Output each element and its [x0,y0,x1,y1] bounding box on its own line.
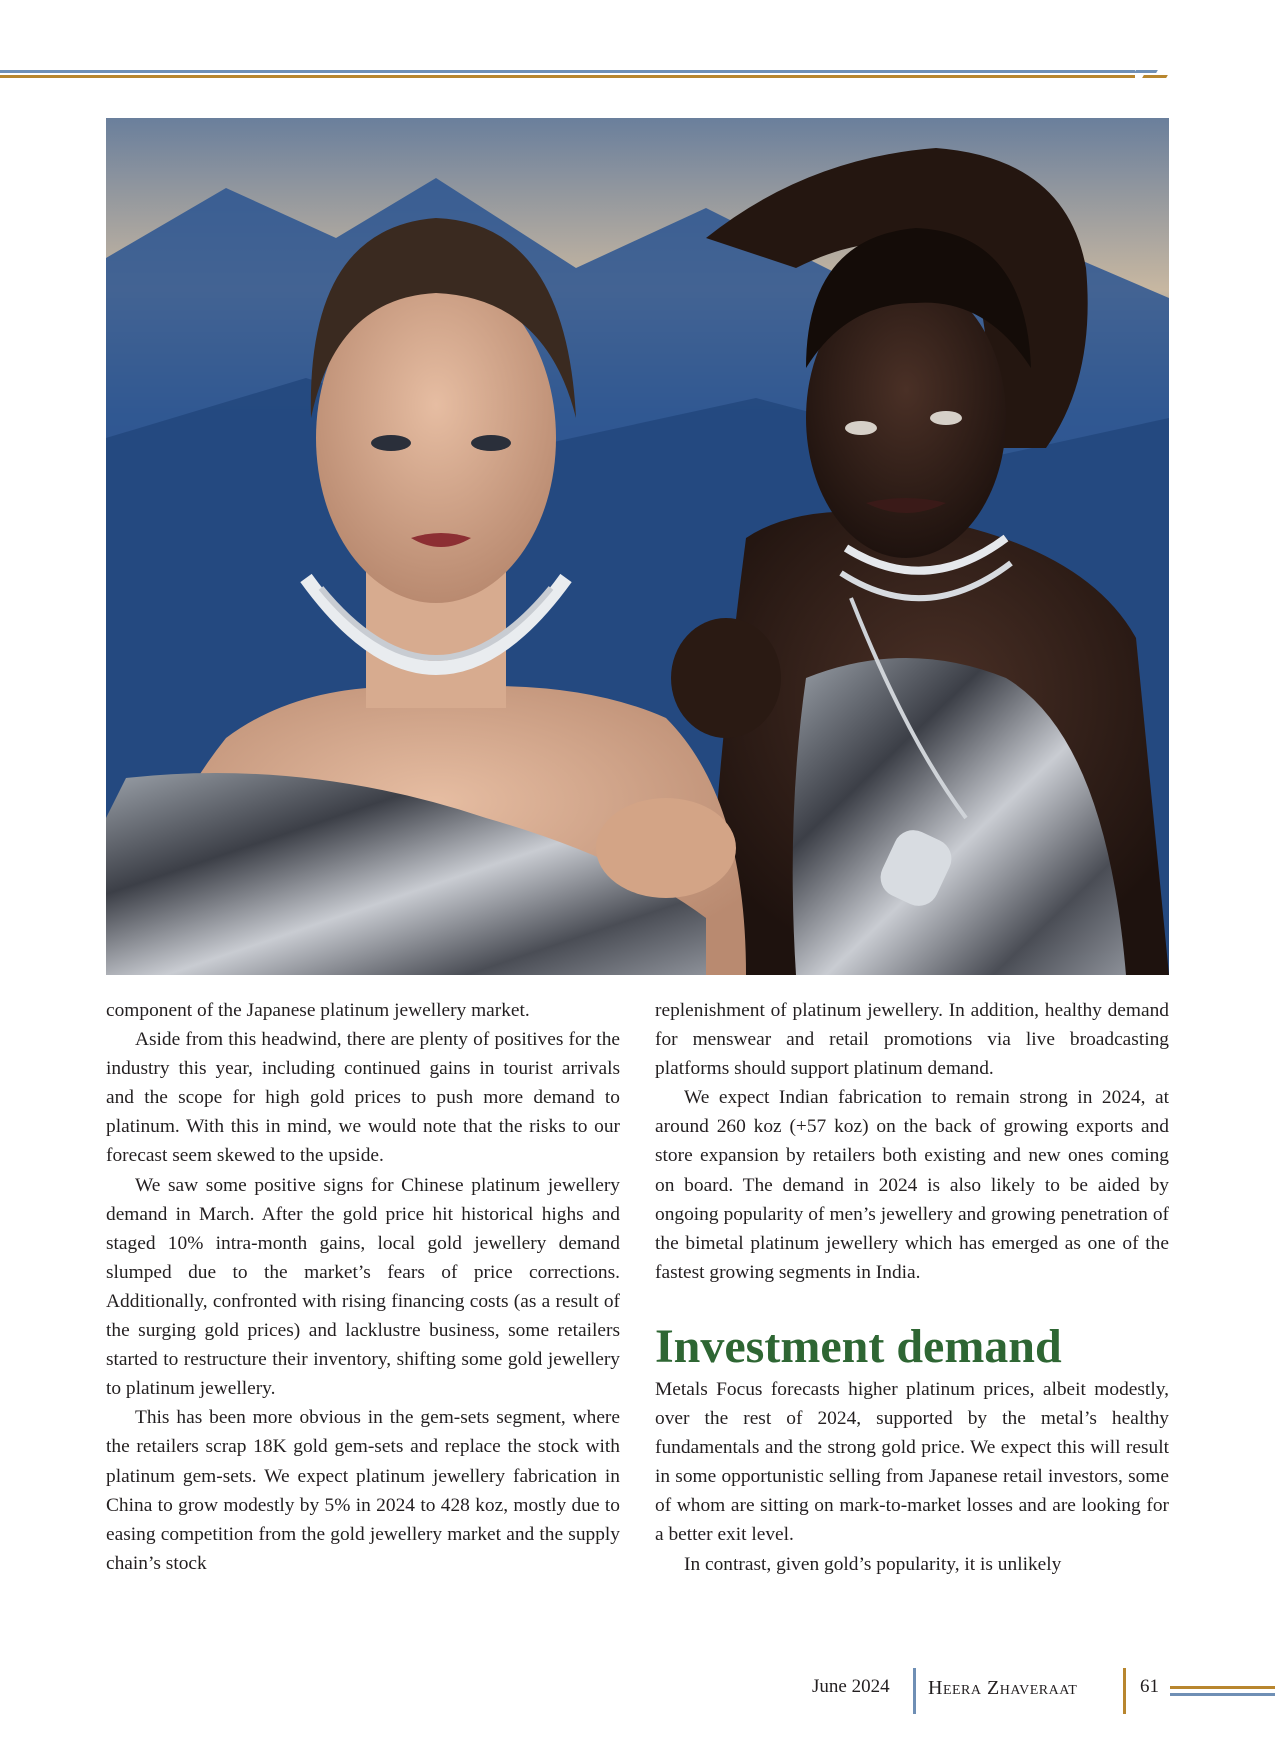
page-footer [0,1668,1275,1718]
footer-page-number: 61 [1140,1676,1159,1697]
right-paragraph-1: replenishment of platinum jewellery. In addition, healthy demand for menswear and retail promotions via live broadcasting platforms should support platinum demand. [655,1000,1169,1080]
left-paragraph-1: component of the Japanese platinum jewellery market. [106,1000,530,1021]
footer-date: June 2024 [812,1676,890,1697]
left-paragraph-3: We saw some positive signs for Chinese platinum jewellery demand in March. After the gold price hit historical highs and staged 10% intra-month gains, local gold jewellery demand slumped due to the market’s fears of price corrections. Additionally, confronted with rising financing costs (as a result of the surging gold prices) and lacklustre business, some retailers started to restructure their inventory, shifting some gold jewellery to platinum jewellery. [106,1174,620,1400]
left-text-column [106,996,620,1578]
right-paragraph-3: Metals Focus forecasts higher platinum prices, albeit modestly, over the rest of 2024, supported by the metal’s healthy fundamentals and the strong gold price. We expect this will result in some opportunistic selling from Japanese retail investors, some of whom are sitting on mark-to-market losses and are looking for a better exit level. [655,1378,1169,1546]
left-paragraph-4: This has been more obvious in the gem-sets segment, where the retailers scrap 18K gold gem-sets and replace the stock with platinum gem-sets. We expect platinum jewellery fabrication in China to grow modestly by 5% in 2024 to 428 koz, mostly due to easing competition from the gold jewellery market and the supply chain’s stock [106,1407,620,1574]
right-text-column [655,996,1169,1579]
right-paragraph-4: In contrast, given gold’s popularity, it is unlikely [684,1553,1062,1575]
left-paragraph-2: Aside from this headwind, there are plenty of positives for the industry this year, including continued gains in tourist arrivals and the scope for high gold prices to push more demand to platinum. With this in mind, we would note that the risks to our forecast seem skewed to the upside. [106,1029,620,1167]
photo-two-models-platinum-jewellery-icon [106,118,1169,975]
top-rule-dashes [1135,68,1169,82]
footer-rule-gold [1170,1686,1275,1689]
top-rule-blue [0,70,1135,73]
footer-magazine-name: Heera Zhaveraat [928,1677,1078,1699]
footer-rule-blue [1170,1693,1275,1696]
editorial-photo [106,118,1169,975]
footer-divider-gold [1123,1668,1126,1714]
section-heading-investment-demand: Investment demand [655,1319,1062,1373]
top-rule-gold [0,75,1135,78]
footer-divider-blue [913,1668,916,1714]
right-paragraph-2: We expect Indian fabrication to remain strong in 2024, at around 260 koz (+57 koz) on the back of growing exports and store expansion by retailers both existing and new ones coming on board. The demand in 2024 is also likely to be aided by ongoing popularity of men’s jewellery and growing penetration of the bimetal platinum jewellery which has emerged as one of the fastest growing segments in India. [655,1087,1169,1283]
